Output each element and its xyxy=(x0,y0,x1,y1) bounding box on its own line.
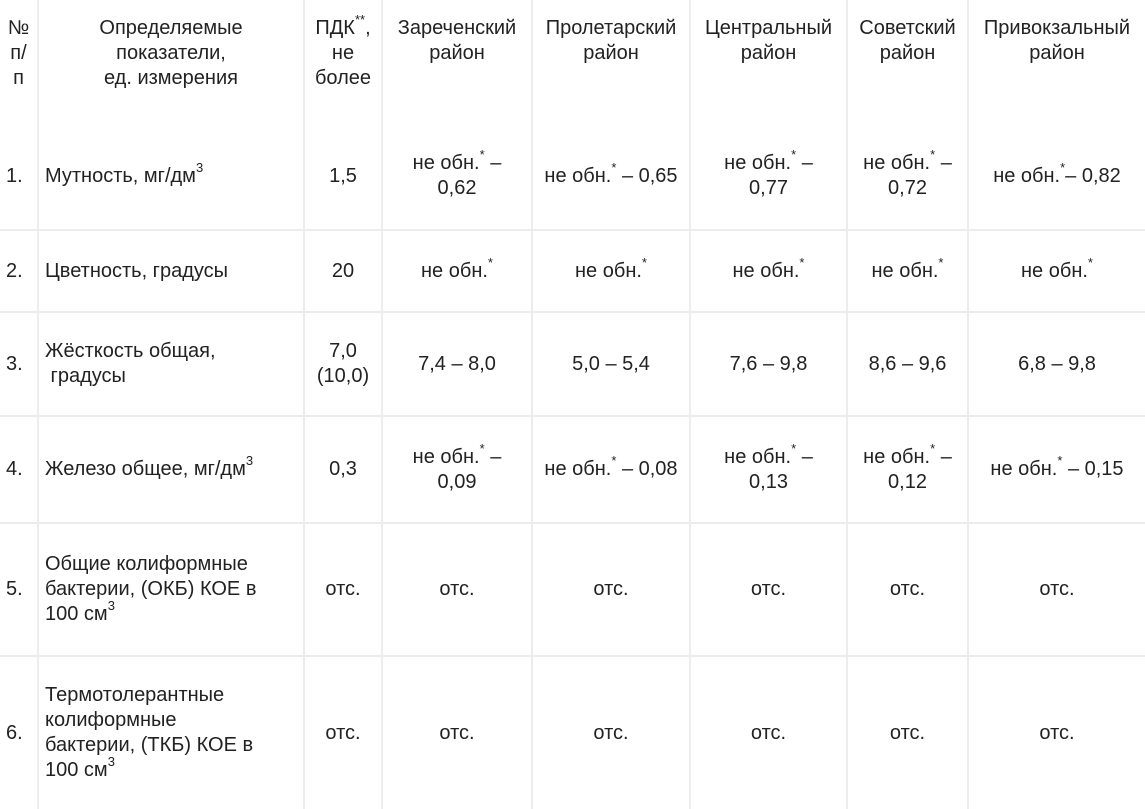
table-row xyxy=(0,656,1145,809)
pdk-value: 0,3 xyxy=(304,416,382,523)
table-row xyxy=(0,312,1145,416)
district-value: 8,6 – 9,6 xyxy=(847,312,968,416)
header-indicator: Определяемые показатели, ед. измерения xyxy=(38,0,304,123)
pdk-value: 20 xyxy=(304,230,382,312)
district-value: отс. xyxy=(690,656,847,809)
district-value: не обн.* – 0,09 xyxy=(382,416,532,523)
district-value: не обн.*– 0,82 xyxy=(968,123,1145,230)
district-value: 7,6 – 9,8 xyxy=(690,312,847,416)
row-number: 4. xyxy=(0,416,38,523)
pdk-value: отс. xyxy=(304,523,382,656)
district-value: не обн.* – 0,77 xyxy=(690,123,847,230)
header-row xyxy=(0,0,1145,123)
district-value: отс. xyxy=(382,523,532,656)
district-value: 7,4 – 8,0 xyxy=(382,312,532,416)
indicator-name: Железо общее, $мг/дм^3$ xyxy=(38,416,304,523)
district-value: не обн.* – 0,15 xyxy=(968,416,1145,523)
pdk-value: 1,5 xyxy=(304,123,382,230)
district-value: не обн.* – 0,08 xyxy=(532,416,690,523)
district-value: 5,0 – 5,4 xyxy=(532,312,690,416)
table-row xyxy=(0,123,1145,230)
indicator-name: Жёсткость общая, градусы xyxy=(38,312,304,416)
indicator-name: Цветность, градусы xyxy=(38,230,304,312)
district-value: не обн.* xyxy=(690,230,847,312)
district-value: отс. xyxy=(532,656,690,809)
indicator-name: Мутность, $мг/дм^3$ xyxy=(38,123,304,230)
header-num: № п/ п xyxy=(0,0,38,123)
district-value: отс. xyxy=(847,656,968,809)
district-value: не обн.* xyxy=(847,230,968,312)
header-district-central: Центральный район xyxy=(690,0,847,123)
header-district-zarechensky: Зареченский район xyxy=(382,0,532,123)
header-district-privokzalny: Привокзальный район xyxy=(968,0,1145,123)
table-row xyxy=(0,523,1145,656)
indicator-name: Термотолерантные колиформные бактерии, (ТКБ) КОЕ в 100 $см^3$ xyxy=(38,656,304,809)
district-value: не обн.* – 0,65 xyxy=(532,123,690,230)
district-value: не обн.* – 0,12 xyxy=(847,416,968,523)
district-value: 6,8 – 9,8 xyxy=(968,312,1145,416)
row-number: 3. xyxy=(0,312,38,416)
district-value: не обн.* xyxy=(968,230,1145,312)
district-value: отс. xyxy=(690,523,847,656)
district-value: не обн.* – 0,13 xyxy=(690,416,847,523)
district-value: не обн.* – 0,72 xyxy=(847,123,968,230)
row-number: 6. xyxy=(0,656,38,809)
district-value: не обн.* – 0,62 xyxy=(382,123,532,230)
table-row xyxy=(0,230,1145,312)
header-district-proletarsky: Пролетарский район xyxy=(532,0,690,123)
header-pdk: ПДК**, не более xyxy=(304,0,382,123)
pdk-value: 7,0 (10,0) xyxy=(304,312,382,416)
row-number: 5. xyxy=(0,523,38,656)
indicator-name: Общие колиформные бактерии, (ОКБ) КОЕ в 100 $см^3$ xyxy=(38,523,304,656)
district-value: отс. xyxy=(968,656,1145,809)
district-value: отс. xyxy=(532,523,690,656)
district-value: отс. xyxy=(847,523,968,656)
pdk-value: отс. xyxy=(304,656,382,809)
district-value: не обн.* xyxy=(532,230,690,312)
district-value: не обн.* xyxy=(382,230,532,312)
district-value: отс. xyxy=(382,656,532,809)
header-district-sovetsky: Советский район xyxy=(847,0,968,123)
district-value: отс. xyxy=(968,523,1145,656)
row-number: 1. xyxy=(0,123,38,230)
table-row xyxy=(0,416,1145,523)
row-number: 2. xyxy=(0,230,38,312)
